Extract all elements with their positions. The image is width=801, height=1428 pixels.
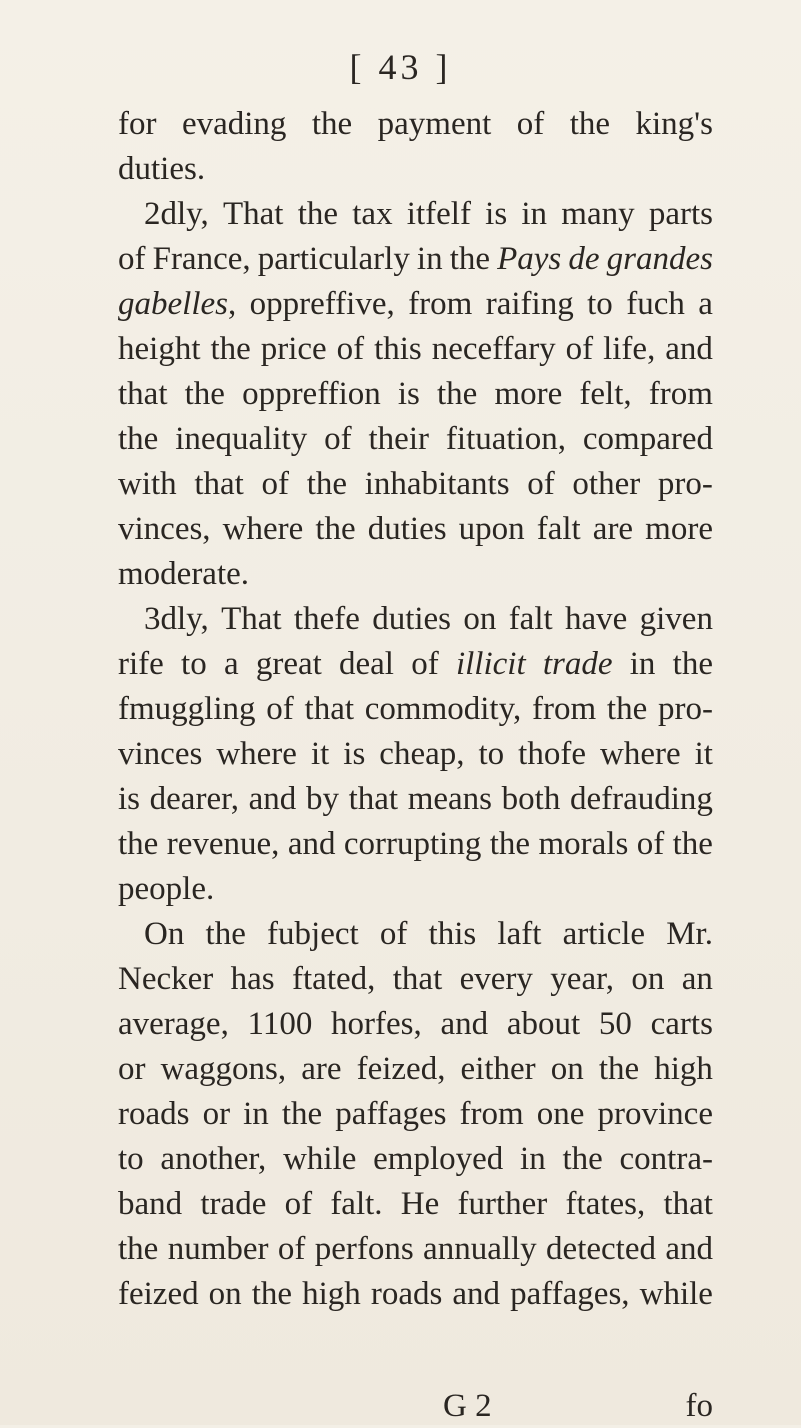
word: particularly (257, 241, 410, 277)
word: given (639, 601, 713, 637)
word: feized (118, 1276, 199, 1312)
word: contra- (619, 1141, 713, 1177)
italic-word: Pays (497, 241, 562, 277)
word: their (368, 421, 429, 457)
word: one (536, 1096, 585, 1132)
word: upon (458, 511, 525, 547)
word: for (118, 106, 157, 142)
word: thofe (518, 736, 586, 772)
word: and (665, 1231, 713, 1267)
word: of (516, 106, 545, 142)
word: year, (550, 961, 615, 997)
word: fuch (626, 286, 685, 322)
word: the (118, 421, 159, 457)
word: of (336, 331, 365, 367)
word: the (118, 826, 159, 862)
word: roads (118, 1096, 190, 1132)
word: the (210, 331, 251, 367)
word: by (305, 781, 339, 817)
word: the (672, 826, 713, 862)
line-text: people. (118, 871, 215, 907)
word: on (550, 1051, 584, 1087)
catchword: fo (685, 1388, 713, 1424)
word: from (531, 691, 597, 727)
text-line (118, 777, 713, 822)
word: and (287, 826, 336, 862)
word: of (118, 241, 146, 277)
word: ftated, (292, 961, 376, 997)
word: high (654, 1051, 713, 1087)
word: tax (352, 196, 393, 232)
word: paffages (335, 1096, 447, 1132)
word: falt. (330, 1186, 383, 1222)
word: the (311, 106, 353, 142)
word: in (416, 241, 443, 277)
word: of (379, 916, 408, 952)
word: more (494, 376, 563, 412)
word: that (118, 376, 168, 412)
word: dearer, (149, 781, 240, 817)
word: both (501, 781, 561, 817)
word: or (118, 1051, 146, 1087)
body-text (118, 102, 713, 1317)
word: payment (377, 106, 492, 142)
word: annually (423, 1231, 537, 1267)
word: inhabitants (364, 466, 510, 502)
word: the (437, 376, 478, 412)
word: revenue, (166, 826, 280, 862)
word: where (222, 511, 304, 547)
italic-word: trade (542, 646, 613, 682)
italic-word: gabelles (118, 286, 228, 322)
word: laft (497, 916, 542, 952)
word: detected (546, 1231, 656, 1267)
word: On (144, 916, 185, 952)
word: gabelles, (118, 286, 237, 322)
word: while (639, 1276, 713, 1312)
word: average, (118, 1006, 229, 1042)
text-line (118, 1092, 713, 1137)
text-line (118, 192, 713, 237)
word: with (118, 466, 177, 502)
word: to (118, 1141, 144, 1177)
line-text: duties. (118, 151, 206, 187)
word: of (261, 466, 290, 502)
word: it (310, 736, 330, 772)
text-line (118, 372, 713, 417)
word: band (118, 1186, 183, 1222)
text-line (118, 417, 713, 462)
text-line (118, 867, 713, 912)
text-line (118, 957, 713, 1002)
word: 50 (598, 1006, 632, 1042)
word: province (597, 1096, 713, 1132)
word: Necker (118, 961, 214, 997)
italic-word: de (568, 241, 600, 277)
word: is (118, 781, 141, 817)
word: further (457, 1186, 548, 1222)
word: carts (650, 1006, 713, 1042)
word: that (304, 691, 355, 727)
word: horfes, (331, 1006, 422, 1042)
italic-word: grandes (606, 241, 713, 277)
word: the (562, 1141, 603, 1177)
word: while (283, 1141, 357, 1177)
word: thefe (293, 601, 360, 637)
word: more (645, 511, 713, 547)
word: raifing (485, 286, 574, 322)
word: 2dly, (144, 196, 209, 232)
word: the (205, 916, 246, 952)
text-line (118, 597, 713, 642)
word: on (463, 601, 497, 637)
word: compared (582, 421, 713, 457)
word: in (520, 1141, 546, 1177)
word: in (243, 1096, 269, 1132)
word: and (440, 1006, 489, 1042)
word: France, (152, 241, 251, 277)
text-line (118, 822, 713, 867)
word: duties (372, 601, 452, 637)
word: fubject (267, 916, 359, 952)
word: That (221, 601, 282, 637)
word: is (397, 376, 420, 412)
word: life, (603, 331, 656, 367)
word: rife (118, 646, 164, 682)
word: that (194, 466, 244, 502)
word: of (411, 646, 439, 682)
word: waggons, (160, 1051, 287, 1087)
word: neceffary (431, 331, 556, 367)
signature-mark: G 2 (443, 1388, 492, 1424)
word: of (277, 1231, 306, 1267)
word: are (592, 511, 634, 547)
word: falt (536, 511, 581, 547)
word: the (118, 1231, 159, 1267)
word: about (506, 1006, 581, 1042)
word: many (561, 196, 635, 232)
page-footer (118, 1388, 713, 1428)
word: cheap, (379, 736, 465, 772)
word: pro- (658, 691, 713, 727)
word: commodity, (364, 691, 522, 727)
word: a (698, 286, 713, 322)
word: inequality (175, 421, 308, 457)
word: either (460, 1051, 536, 1087)
word: height (118, 331, 201, 367)
word: of (266, 691, 294, 727)
text-line (118, 1227, 713, 1272)
word: means (407, 781, 493, 817)
word: He (400, 1186, 440, 1222)
word: great (255, 646, 322, 682)
text-line (118, 552, 713, 597)
text-line (118, 507, 713, 552)
word: it (694, 736, 713, 772)
text-line (118, 282, 713, 327)
word: number (167, 1231, 269, 1267)
word: that (348, 781, 399, 817)
word: duties (367, 511, 447, 547)
word: price (260, 331, 327, 367)
word: paffages, (510, 1276, 630, 1312)
word: in (629, 646, 656, 682)
word: in (521, 196, 548, 232)
word: falt (508, 601, 553, 637)
word: morals (538, 826, 629, 862)
word: to (181, 646, 207, 682)
text-line (118, 1137, 713, 1182)
word: where (599, 736, 681, 772)
word: fmuggling (118, 691, 256, 727)
word: and (452, 1276, 501, 1312)
word: perfons (314, 1231, 414, 1267)
text-line (118, 642, 713, 687)
word: is (343, 736, 366, 772)
word: the (449, 241, 491, 277)
word: pro- (657, 466, 713, 502)
word: the (297, 196, 339, 232)
word: parts (648, 196, 713, 232)
word: has (230, 961, 275, 997)
word: or (202, 1096, 231, 1132)
word: the (306, 466, 348, 502)
text-line (118, 732, 713, 777)
word: of (527, 466, 555, 502)
word: this (428, 916, 477, 952)
word: high (302, 1276, 361, 1312)
word: deal (339, 646, 394, 682)
text-line (118, 687, 713, 732)
word: fituation, (445, 421, 566, 457)
word: oppreffive, (249, 286, 395, 322)
word: to (587, 286, 613, 322)
text-line (118, 1002, 713, 1047)
word: of (324, 421, 352, 457)
text-line (118, 327, 713, 372)
word: the (315, 511, 356, 547)
text-line (118, 1272, 713, 1317)
text-line (118, 102, 713, 147)
word: the (489, 826, 531, 862)
word: and (248, 781, 297, 817)
word: is (485, 196, 508, 232)
text-line (118, 1047, 713, 1092)
word: employed (373, 1141, 504, 1177)
word: Mr. (666, 916, 713, 952)
word: the (598, 1051, 640, 1087)
word: on (631, 961, 665, 997)
word: to (478, 736, 505, 772)
word: defrauding (569, 781, 713, 817)
word: the (606, 691, 648, 727)
word: of (636, 826, 665, 862)
word: the (281, 1096, 323, 1132)
word: 3dly, (144, 601, 209, 637)
line-text: moderate. (118, 556, 250, 592)
word: the (569, 106, 611, 142)
word: feized, (356, 1051, 446, 1087)
word: every (459, 961, 533, 997)
word: of (284, 1186, 313, 1222)
word: this (374, 331, 422, 367)
word: 1100 (247, 1006, 313, 1042)
word: are (301, 1051, 342, 1087)
word: where (216, 736, 297, 772)
word: on (208, 1276, 242, 1312)
text-line (118, 237, 713, 282)
text-line (118, 912, 713, 957)
word: trade (200, 1186, 267, 1222)
word: vinces, (118, 511, 211, 547)
text-line (118, 147, 713, 192)
text-line (118, 462, 713, 507)
word: felt, (579, 376, 632, 412)
word: have (565, 601, 628, 637)
word: that (663, 1186, 713, 1222)
page-number: [ 43 ] (349, 47, 452, 87)
word: corrupting (343, 826, 482, 862)
word: that (392, 961, 443, 997)
word: itfelf (406, 196, 471, 232)
word: an (681, 961, 713, 997)
word: the (672, 646, 713, 682)
word: a (223, 646, 239, 682)
word: from (459, 1096, 524, 1132)
word: the (184, 376, 225, 412)
word: That (223, 196, 284, 232)
word: from (408, 286, 473, 322)
word: ftates, (565, 1186, 646, 1222)
word: another, (160, 1141, 267, 1177)
italic-word: illicit (455, 646, 526, 682)
word: of (565, 331, 594, 367)
word: evading (181, 106, 287, 142)
word: oppreffion (242, 376, 381, 412)
word: from (648, 376, 713, 412)
text-line (118, 1182, 713, 1227)
word: king's (635, 106, 713, 142)
word: other (572, 466, 641, 502)
word: and (665, 331, 713, 367)
word: vinces (118, 736, 203, 772)
word: the (251, 1276, 293, 1312)
word: roads (370, 1276, 443, 1312)
word: article (562, 916, 646, 952)
